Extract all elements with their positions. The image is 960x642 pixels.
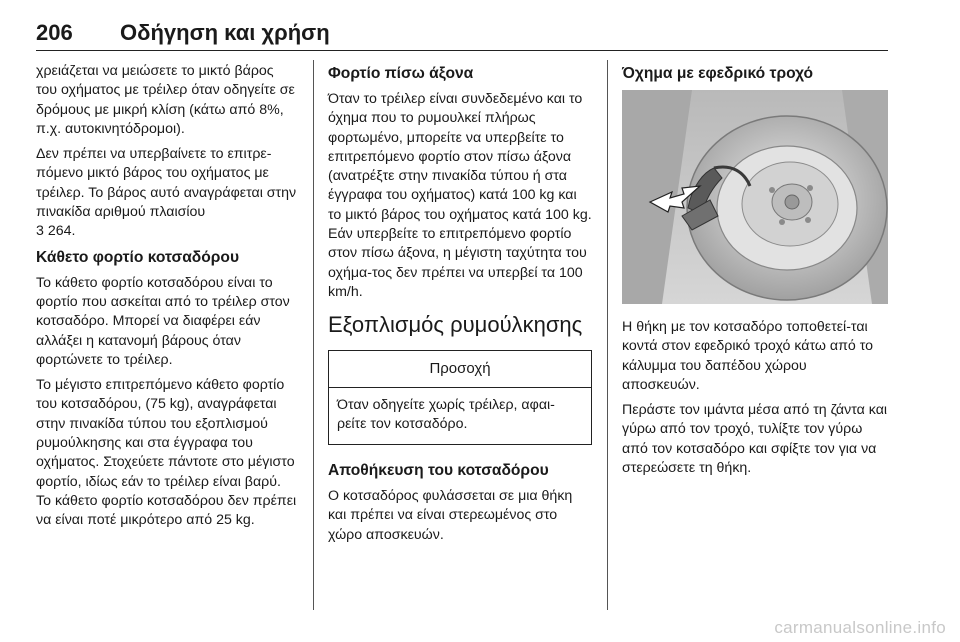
chapter-heading-towing-equipment: Εξοπλισμός ρυμούλκησης <box>328 312 583 338</box>
paragraph: Το κάθετο φορτίο κοτσαδόρου είναι το φορτίο που ασκείται από το τρέιλερ στον κοτσαδόρο. Μπορεί να διαφέρει εάν αλλάξει η κατανομή βάρους όταν φορτώνετε το τρέιλερ. <box>36 274 290 368</box>
paragraph: Όταν το τρέιλερ είναι συνδεδεμένο και το όχημα που το ρυμουλκεί πλήρως φορτωμένο, μπορείτε να υπερβείτε το επιτρεπόμενο φορτίο στον πίσω άξονα (ανατρέξτε στην πινακίδα τύπου ή στα έγγραφα του οχήματος) κατά 100 kg και το μικτό βάρος του οχήματος κατά 100 kg. Εάν υπερβείτε το επιτρεπόμενο φορτίο στον πίσω άξονα, η μέγιστη ταχύτητα του οχήμα-τος δεν πρέπει να υπερβεί τα 100 km/h. <box>328 91 592 300</box>
caution-text: Όταν οδηγείτε χωρίς τρέιλερ, αφαι-ρείτε τον κοτσαδόρο. <box>337 396 555 432</box>
column-divider <box>607 60 608 610</box>
column-divider <box>313 60 314 610</box>
section-heading-spare-wheel: Όχημα με εφεδρικό τροχό <box>622 65 814 82</box>
chapter-title: Οδήγηση και χρήση <box>120 20 330 45</box>
paragraph: Περάστε τον ιμάντα μέσα από τη ζάντα και γύρω από τον τροχό, τυλίξτε τον γύρω από τον κοτσαδόρο και σφίξτε τον για να στερεώσετε τη θήκη. <box>622 402 888 477</box>
page-reference[interactable]: 3 264. <box>36 223 76 240</box>
caution-box <box>328 350 592 445</box>
section-heading-rear-axle: Φορτίο πίσω άξονα <box>328 65 474 82</box>
spare-wheel-illustration <box>622 90 888 304</box>
paragraph: Ο κοτσαδόρος φυλάσσεται σε μια θήκη και πρέπει να είναι στερεωμένος στο χώρο αποσκευών. <box>328 488 573 543</box>
paragraph-text: Δεν πρέπει να υπερβαίνετε το επιτρε-πόμενο μικτό βάρος του οχήματος με τρέιλερ. Το βάρος αυτό αναγράφεται στην πινακίδα αριθμού πλαισίου <box>36 146 297 221</box>
section-heading-vertical-load: Κάθετο φορτίο κοτσαδόρου <box>36 248 240 266</box>
column-1 <box>36 62 298 537</box>
paragraph: Το μέγιστο επιτρεπόμενο κάθετο φορτίο του κοτσαδόρου, (75 kg), αναγράφεται στην πινακίδα τύπου του εξοπλισμού ρυμούλκησης και στα έγγραφα του οχήματος. Στοχεύετε πάντοτε στο μέγιστο φορτίο, ιδίως εάν το τρέιλερ είναι βαρύ. Το κάθετο φορτίο κοτσαδόρου δεν πρέπει να είναι ποτέ μικρότερο από 25 kg. <box>36 377 297 529</box>
page-header <box>36 14 888 51</box>
watermark-text: carmanualsonline.info <box>774 618 946 637</box>
column-3 <box>622 62 888 484</box>
paragraph: Η θήκη με τον κοτσαδόρο τοποθετεί-ται κοντά στον εφεδρικό τροχό κάτω από το κάλυμμα του δαπέδου χώρου αποσκευών. <box>622 319 874 393</box>
caution-title: Προσοχή <box>329 351 591 387</box>
section-heading-storage: Αποθήκευση του κοτσαδόρου <box>328 462 549 480</box>
paragraph <box>36 145 298 241</box>
paragraph: χρειάζεται να μειώσετε το μικτό βάρος του οχήματος με τρέιλερ όταν οδηγείτε σε δρόμους με μικρή κλίση (κάτω από 8%, π.χ. αυτοκινητόδρομοι). <box>36 63 295 137</box>
column-2 <box>328 62 592 551</box>
page-number: 206 <box>36 20 73 45</box>
